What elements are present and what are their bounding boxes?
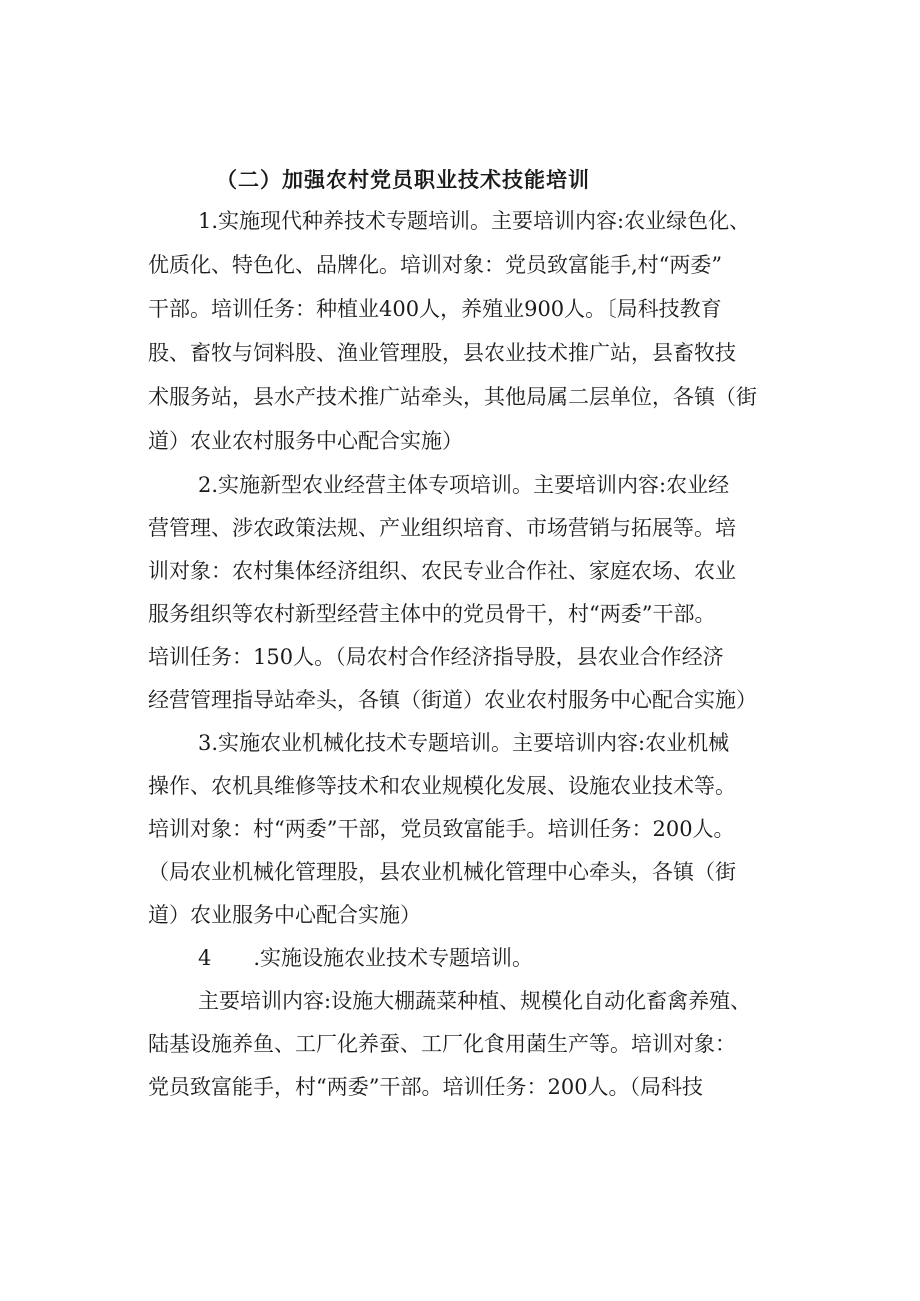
paragraph-line: 3.实施农业机械化技术专题培训。主要培训内容:农业机械 <box>198 731 730 755</box>
paragraph-line: 培训对象：村“两委”干部，党员致富能手。培训任务：200人。 <box>148 817 735 841</box>
paragraph-line: 1.实施现代种养技术专题培训。主要培训内容:农业绿色化、 <box>198 209 751 233</box>
paragraph-line: 主要培训内容:设施大棚蔬菜种植、规模化自动化畜禽养殖、 <box>198 989 752 1013</box>
paragraph-line: 4 .实施设施农业技术专题培训。 <box>198 946 534 970</box>
section-heading: （二）加强农村党员职业技术技能培训 <box>216 168 590 192</box>
paragraph-line: 陆基设施养鱼、工厂化养蚕、工厂化食用菌生产等。培训对象： <box>148 1032 736 1056</box>
paragraph-line: 训对象：农村集体经济组织、农民专业合作社、家庭农场、农业 <box>148 559 736 583</box>
paragraph-line: （局农业机械化管理股，县农业机械化管理中心牵头，各镇（街 <box>148 860 736 884</box>
paragraph-line: 优质化、特色化、品牌化。培训对象：党员致富能手,村“两委” <box>148 253 723 277</box>
paragraph-line: 术服务站，县水产技术推广站牵头，其他局属二层单位，各镇（街 <box>148 385 757 409</box>
paragraph-line: 股、畜牧与饲料股、渔业管理股，县农业技术推广站，县畜牧技 <box>148 341 736 365</box>
paragraph-line: 经营管理指导站牵头，各镇（街道）农业农村服务中心配合实施） <box>148 688 757 712</box>
paragraph-line: 干部。培训任务：种植业400人，养殖业900人。〔局科技教育 <box>148 297 722 321</box>
paragraph-line: 党员致富能手，村“两委”干部。培训任务：200人。（局科技 <box>148 1075 704 1099</box>
paragraph-line: 道）农业农村服务中心配合实施） <box>148 429 463 453</box>
paragraph-line: 2.实施新型农业经营主体专项培训。主要培训内容:农业经 <box>198 473 730 497</box>
paragraph-line: 道）农业服务中心配合实施） <box>148 903 421 927</box>
paragraph-line: 操作、农机具维修等技术和农业规模化发展、设施农业技术等。 <box>148 774 736 798</box>
paragraph-line: 培训任务：150人。（局农村合作经济指导股，县农业合作经济 <box>148 645 724 669</box>
paragraph-line: 服务组织等农村新型经营主体中的党员骨干，村“两委”干部。 <box>148 602 716 626</box>
paragraph-line: 营管理、涉农政策法规、产业组织培育、市场营销与拓展等。培 <box>148 516 736 540</box>
